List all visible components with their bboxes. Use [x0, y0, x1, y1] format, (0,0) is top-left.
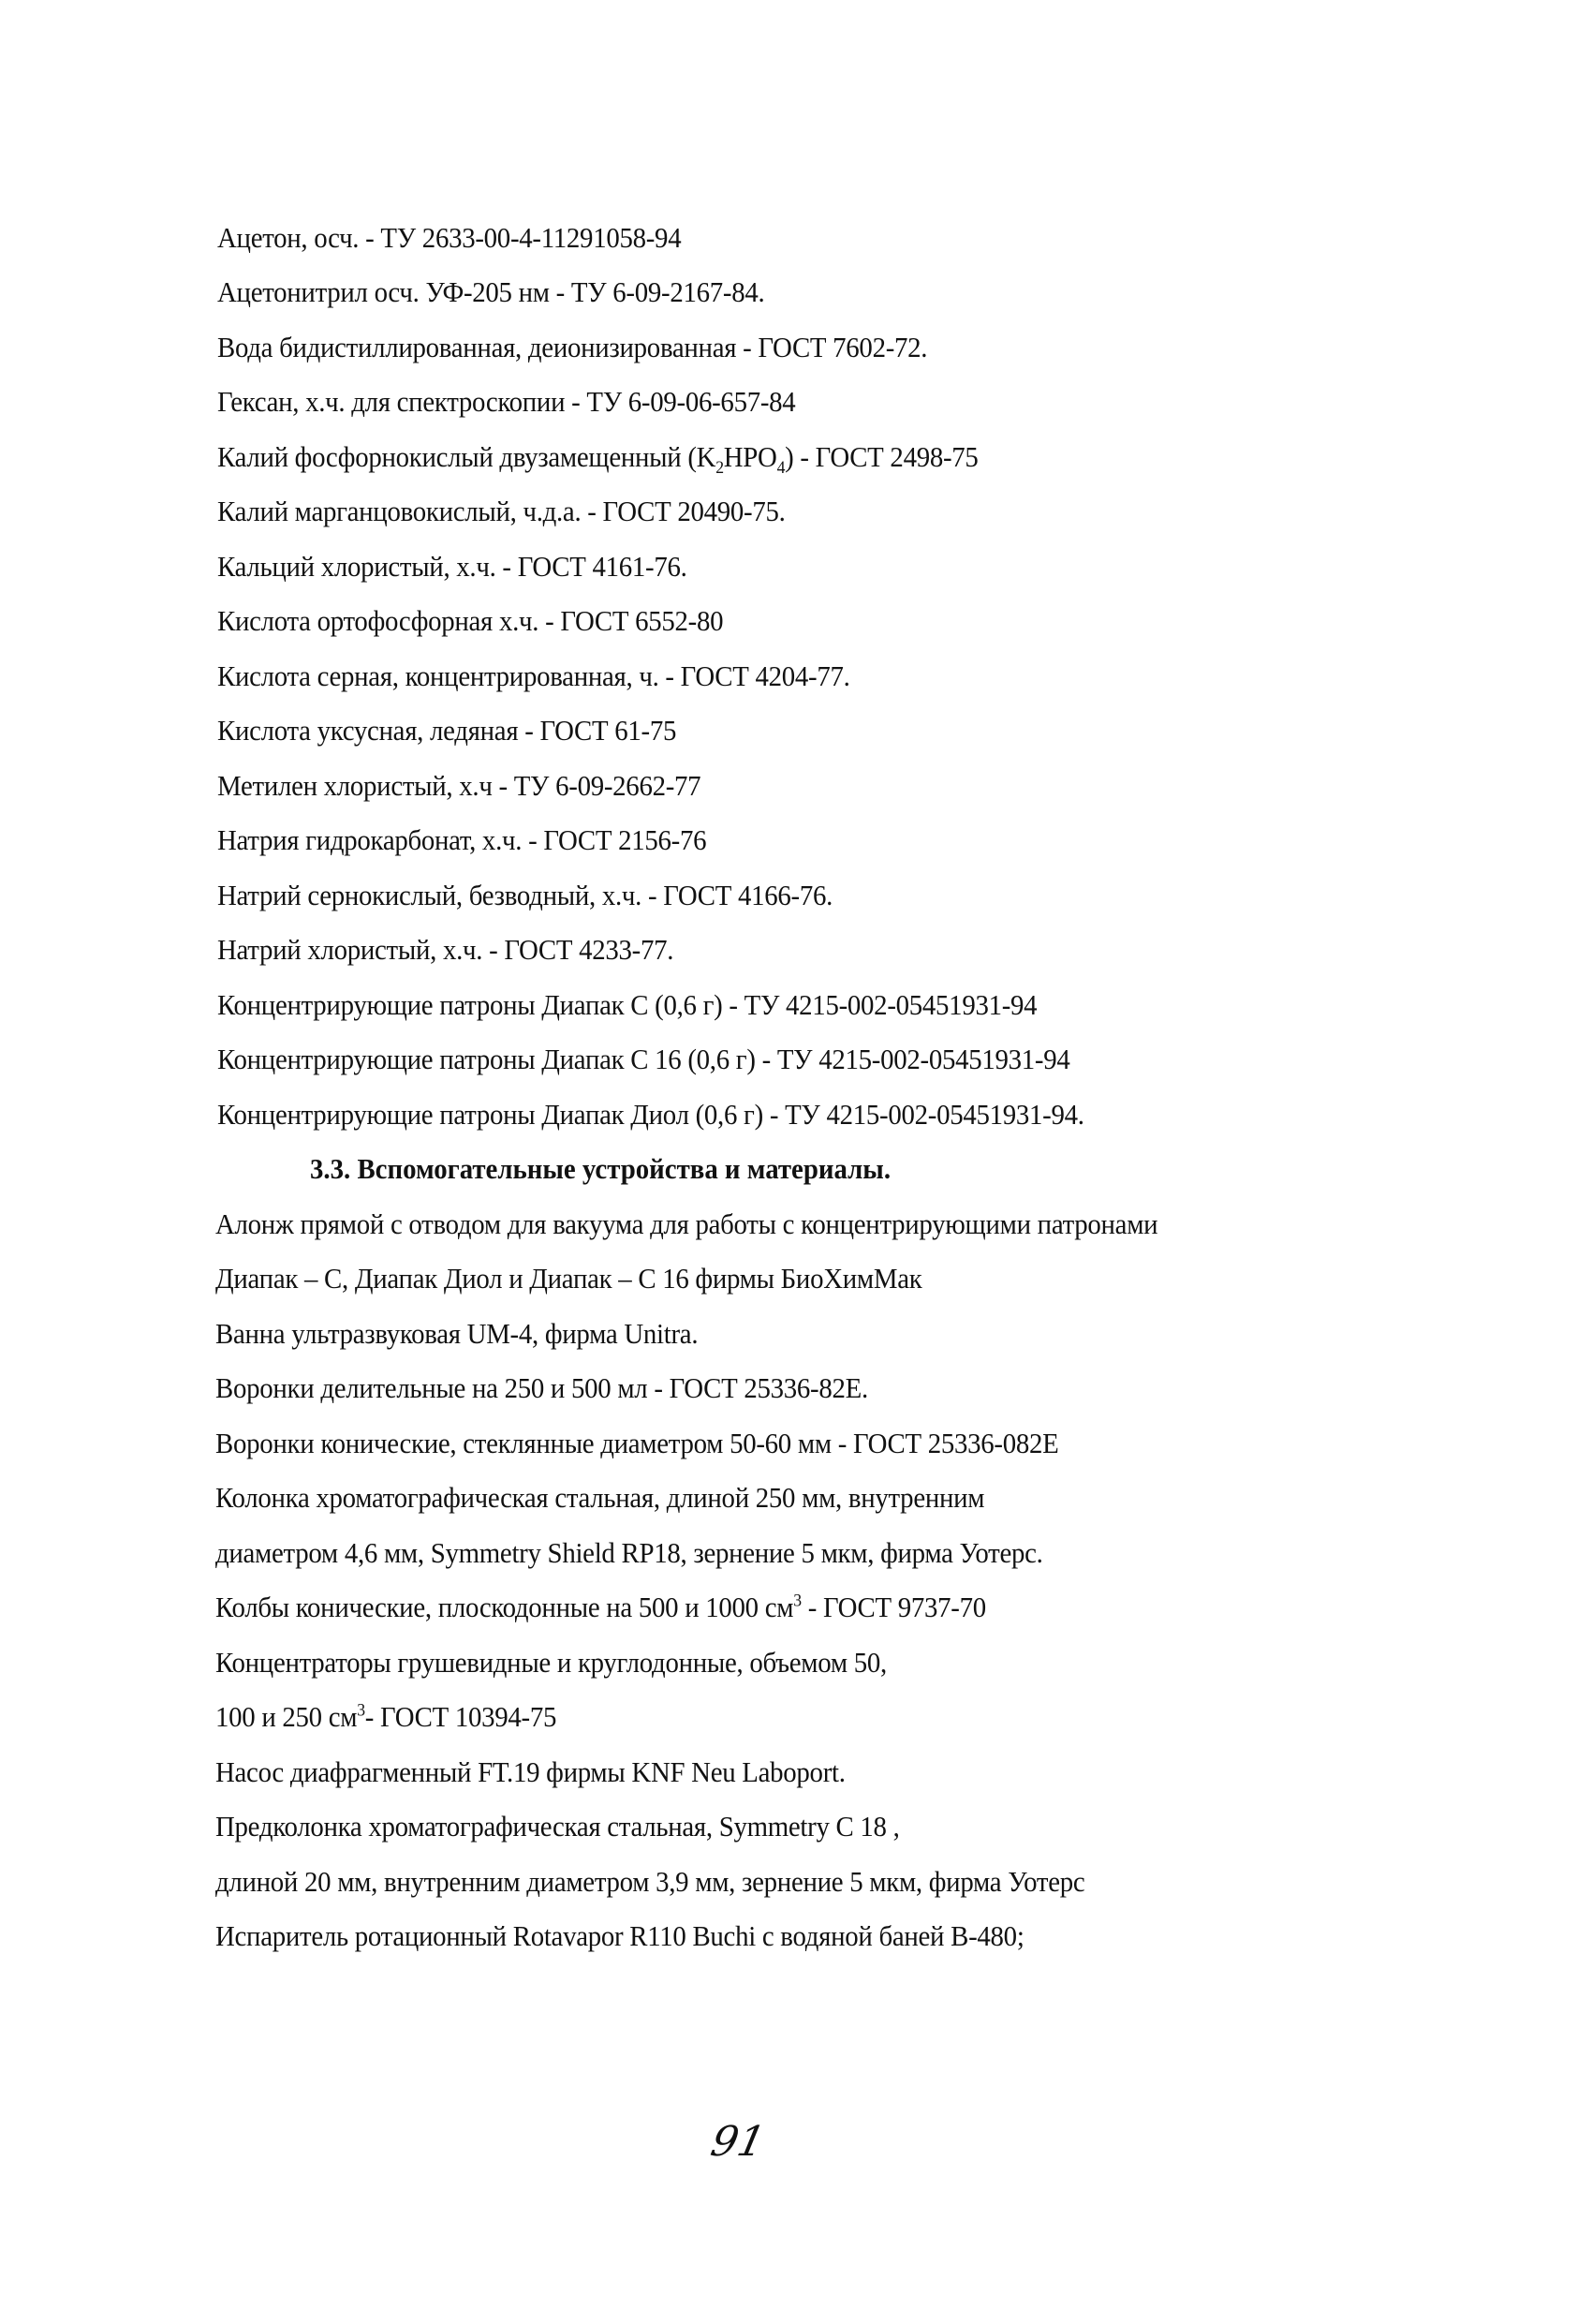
reagent-cartridge-c16: Концентрирующие патроны Диапак С 16 (0,6 г) - ТУ 4215-002-05451931-94	[217, 1043, 1070, 1075]
text-part: 100 и 250 см	[215, 1700, 358, 1733]
device-conical-flasks	[215, 1589, 986, 1626]
reagent-sodium-chloride: Натрий хлористый, х.ч. - ГОСТ 4233-77.	[217, 933, 674, 966]
reagent-acetonitrile: Ацетонитрил осч. УФ-205 нм - ТУ 6-09-2167-84.	[217, 275, 765, 308]
device-conical-funnels: Воронки конические, стеклянные диаметром 50-60 мм - ГОСТ 25336-082Е	[215, 1427, 1059, 1459]
device-alonge: Алонж прямой с отводом для вакуума для работы с концентрирующими патронами	[215, 1207, 1158, 1240]
text-part: Колбы конические, плоскодонные на 500 и 1000 см	[215, 1591, 794, 1623]
reagent-sodium-bicarbonate: Натрия гидрокарбонат, х.ч. - ГОСТ 2156-76	[217, 823, 707, 856]
page-number: 91	[706, 2118, 770, 2166]
device-column: Колонка хроматографическая стальная, длиной 250 мм, внутренним	[215, 1481, 985, 1514]
device-alonge-cont: Диапак – С, Диапак Диол и Диапак – С 16 фирмы БиоХимМак	[215, 1262, 922, 1295]
reagent-sodium-sulfate: Натрий сернокислый, безводный, х.ч. - ГОСТ 4166-76.	[217, 879, 833, 911]
device-precolumn: Предколонка хроматографическая стальная, Symmetry C 18 ,	[215, 1810, 900, 1843]
reagent-cartridge-diol: Концентрирующие патроны Диапак Диол (0,6 г) - ТУ 4215-002-05451931-94.	[217, 1098, 1084, 1131]
reagent-potassium-phosphate	[217, 438, 979, 479]
device-concentrators: Концентраторы грушевидные и круглодонные, объемом 50,	[215, 1646, 887, 1679]
reagent-hexane: Гексан, х.ч. для спектроскопии - ТУ 6-09-06-657-84	[217, 385, 796, 418]
reagent-acetone: Ацетон, осч. - ТУ 2633-00-4-11291058-94	[217, 221, 682, 254]
text-part: HPO	[723, 440, 777, 473]
reagent-calcium-chloride: Кальций хлористый, х.ч. - ГОСТ 4161-76.	[217, 550, 687, 583]
superscript: 3	[357, 1700, 365, 1721]
subscript: 4	[776, 458, 786, 479]
reagent-acetic-acid: Кислота уксусная, ледяная - ГОСТ 61-75	[217, 714, 677, 747]
device-precolumn-cont: длиной 20 мм, внутренним диаметром 3,9 мм, зернение 5 мкм, фирма Уотерс	[215, 1865, 1085, 1898]
text-part: Калий фосфорнокислый двузамещенный (K	[217, 440, 716, 473]
subscript: 2	[715, 458, 724, 479]
text-part: - ГОСТ 9737-70	[801, 1591, 986, 1623]
superscript: 3	[793, 1591, 802, 1611]
reagent-methylene-chloride: Метилен хлористый, х.ч - ТУ 6-09-2662-77	[217, 769, 701, 802]
device-concentrators-cont	[215, 1698, 556, 1736]
reagent-phosphoric-acid: Кислота ортофосфорная х.ч. - ГОСТ 6552-80	[217, 604, 724, 637]
text-part: ) - ГОСТ 2498-75	[785, 440, 979, 473]
device-separatory-funnels: Воронки делительные на 250 и 500 мл - ГОСТ 25336-82Е.	[215, 1371, 868, 1404]
reagent-cartridge-c: Концентрирующие патроны Диапак С (0,6 г) - ТУ 4215-002-05451931-94	[217, 988, 1038, 1021]
section-heading: 3.3. Вспомогательные устройства и материалы.	[310, 1152, 892, 1185]
reagent-potassium-permanganate: Калий марганцовокислый, ч.д.а. - ГОСТ 20490-75.	[217, 495, 786, 527]
device-rotary-evaporator: Испаритель ротационный Rotavapor R110 Buchi с водяной баней B-480;	[215, 1919, 1024, 1952]
device-pump: Насос диафрагменный FT.19 фирмы KNF Neu Laboport.	[215, 1755, 846, 1788]
reagent-water: Вода бидистиллированная, деионизированная - ГОСТ 7602-72.	[217, 331, 928, 363]
device-column-cont: диаметром 4,6 мм, Symmetry Shield RP18, зернение 5 мкм, фирма Уотерс.	[215, 1536, 1043, 1569]
text-part: - ГОСТ 10394-75	[364, 1700, 557, 1733]
device-ultrasonic-bath: Ванна ультразвуковая UM-4, фирма Unitra.	[215, 1317, 699, 1350]
reagent-sulfuric-acid: Кислота серная, концентрированная, ч. - ГОСТ 4204-77.	[217, 659, 850, 692]
